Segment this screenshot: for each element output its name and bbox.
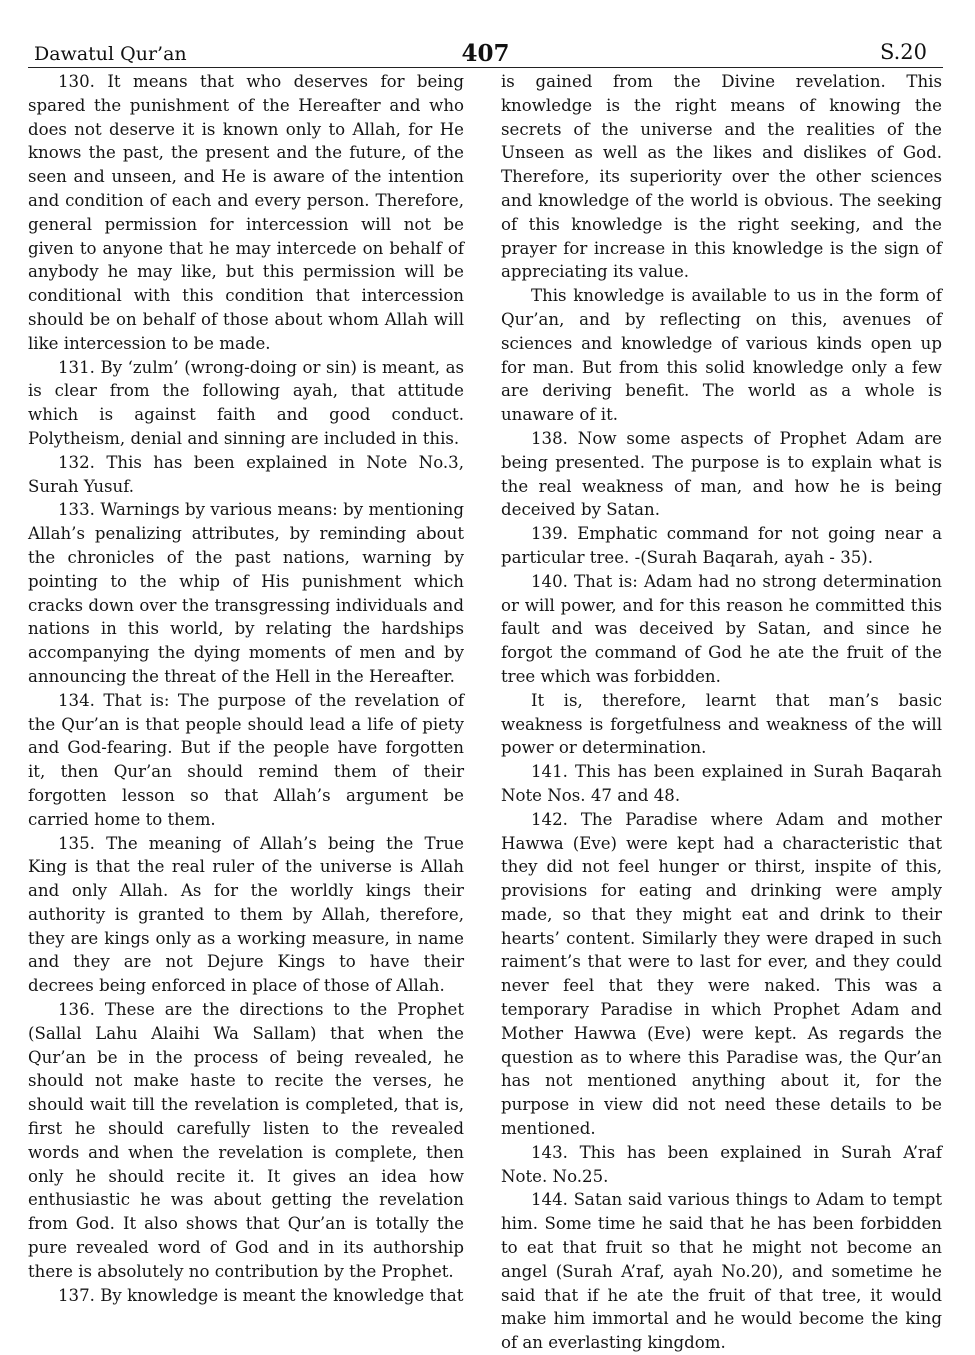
note-paragraph: 133. Warnings by various means: by mentioning Allah’s penalizing attributes, by reminding about the chronicles of the past nations, warning by pointing to the whip of His punishment which cracks down over the transgressing individuals and nations in this world, by relating the hardships accompanying the dying moments of men and by announcing the threat of the Hell in the Hereafter. bbox=[28, 500, 464, 686]
note-paragraph: 144. Satan said various things to Adam to tempt him. Some time he said that he has been forbidden to eat that fruit so that he might not become an angel (Surah A’raf, ayah No.20), and sometime he said that if he ate the fruit of that tree, it would make him immortal and he would become the king of an everlasting kingdom. bbox=[501, 1190, 942, 1353]
note-paragraph: 140. That is: Adam had no strong determination or will power, and for this reason he committed this fault and was deceived by Satan, and since he forgot the command of God he ate the fruit of the tree which was forbidden. bbox=[501, 571, 942, 686]
continued-paragraph: is gained from the Divine revelation. This knowledge is the right means of knowing the secrets of the universe and the realities of the Unseen as well as the likes and dislikes of God. Therefore, its superiority over the other sciences and knowledge of the world is obvious. The seeking of this knowledge is the right seeking, and the prayer for increase in this knowledge is the sign of appreciating its value. bbox=[501, 72, 942, 282]
note-paragraph: 137. By knowledge is meant the knowledge that bbox=[58, 1285, 464, 1305]
note-paragraph: 135. The meaning of Allah’s being the True King is that the real ruler of the universe is Allah and only Allah. As for the worldly kings their authority is granted to them by Allah, therefore, they are kings only as a working measure, in name and they are not Dejure Kings to have their decrees being enforced in place of those of Allah. bbox=[28, 833, 464, 996]
page-number: 407 bbox=[461, 40, 510, 67]
note-paragraph: 134. That is: The purpose of the revelation of the Qur’an is that people should lead a life of piety and God-fearing. But if the people have forgotten it, then Qur’an should remind them of their forgotten lesson so that Allah’s argument be carried home to them. bbox=[28, 690, 464, 829]
note-paragraph: 143. This has been explained in Surah A’raf Note. No.25. bbox=[501, 1142, 942, 1186]
note-paragraph: This knowledge is available to us in the form of Qur’an, and by reflecting on this, avenues of sciences and knowledge of various kinds open up for man. But from this solid knowledge only a few are deriving benefit. The world as a whole is unaware of it. bbox=[501, 286, 942, 425]
header-rule bbox=[28, 67, 943, 68]
page-header bbox=[28, 40, 943, 70]
note-paragraph: 132. This has been explained in Note No.3, Surah Yusuf. bbox=[28, 452, 464, 496]
right-column bbox=[501, 70, 942, 1355]
note-paragraph: 138. Now some aspects of Prophet Adam are being presented. The purpose is to explain what is the real weakness of man, and how he is being deceived by Satan. bbox=[501, 428, 942, 520]
note-paragraph: 142. The Paradise where Adam and mother Hawwa (Eve) were kept had a characteristic that they did not feel hunger or thirst, inspite of this, provisions for eating and drinking were amply made, so that they might eat and drink to their hearts’ content. Similarly they were draped in such raiment’s that were to last for ever, and they could never feel that they were naked. This was a temporary Paradise in which Prophet Adam and Mother Hawwa (Eve) were kept. As regards the question as to where this Paradise was, the Qur’an has not mentioned anything about it, for the purpose in view did not need these details to be mentioned. bbox=[501, 809, 942, 1139]
note-paragraph: 136. These are the directions to the Prophet (Sallal Lahu Alaihi Wa Sallam) that when the Qur’an be in the process of being revealed, he should not make haste to recite the verses, he should wait till the revelation is completed, that is, first he should carefully listen to the revealed words and when the revelation is complete, then only he should recite it. It gives an idea how enthusiastic he was about getting the revelation from God. It also shows that Qur’an is totally the pure revealed word of God and in its authorship there is absolutely no contribution by the Prophet. bbox=[28, 1000, 464, 1281]
note-paragraph: 139. Emphatic command for not going near a particular tree. -(Surah Baqarah, ayah - 35). bbox=[501, 524, 942, 567]
book-title: Dawatul Qur’an bbox=[34, 43, 187, 65]
note-paragraph: 130. It means that who deserves for being spared the punishment of the Hereafter and who does not deserve it is known only to Allah, for He knows the past, the present and the future, of the seen and unseen, and He is aware of the intention and condition of each and every person. Therefore, general permission for intercession will not be given to anyone that he may intercede on behalf of anybody he may like, but this permission will be conditional with this condition that intercession should be on behalf of those about whom Allah will like intercession to be made. bbox=[28, 72, 464, 353]
note-paragraph: It is, therefore, learnt that man’s basic weakness is forgetfulness and weakness of the will power or determination. bbox=[501, 690, 942, 758]
surah-number: S.20 bbox=[879, 40, 927, 64]
note-paragraph: 131. By ‘zulm’ (wrong-doing or sin) is meant, as is clear from the following ayah, that attitude which is against faith and good conduct. Polytheism, denial and sinning are included in this. bbox=[28, 357, 464, 448]
note-paragraph: 141. This has been explained in Surah Baqarah Note Nos. 47 and 48. bbox=[501, 762, 942, 805]
left-column bbox=[28, 70, 464, 1307]
